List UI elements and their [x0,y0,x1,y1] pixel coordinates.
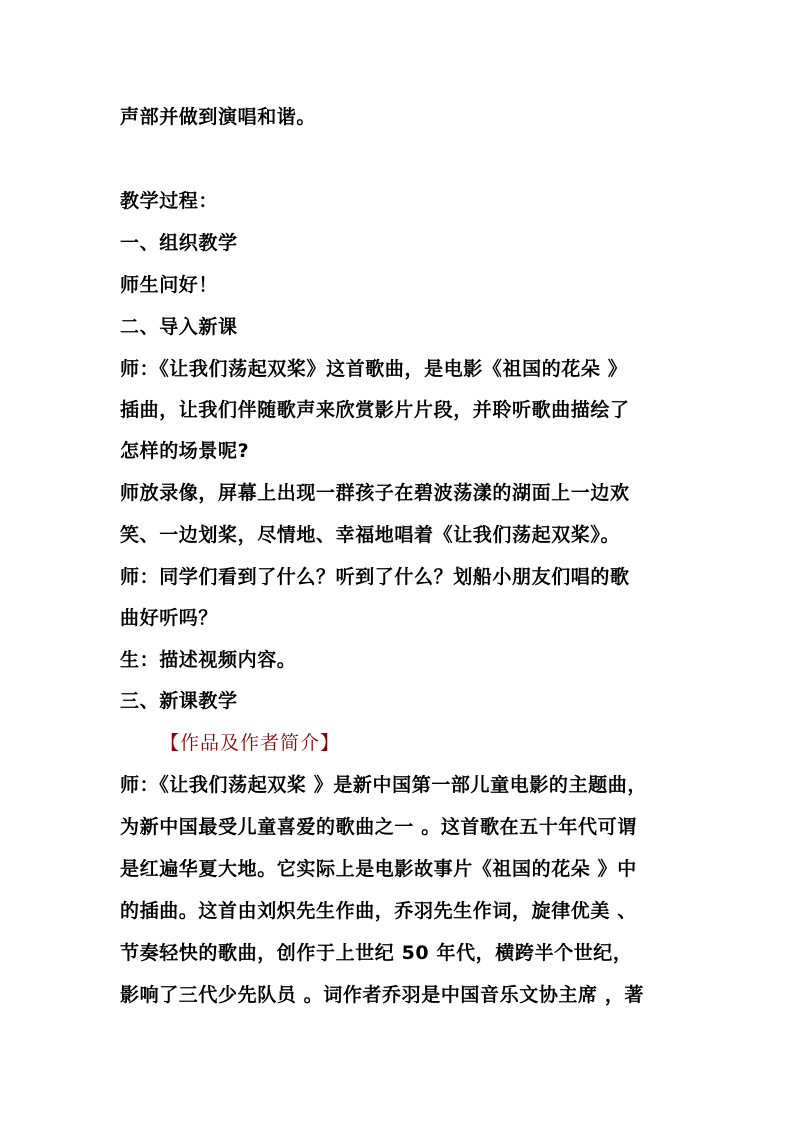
text-line: 怎样的场景呢? [120,440,250,462]
text-line: 的插曲。这首由刘炽先生作曲，乔羽先生作词，旋律优美 、 [120,900,637,922]
text-line: 师生问好！ [120,274,219,296]
text-line: 笑、一边划桨，尽情地、幸福地唱着《让我们荡起双桨》。 [120,524,621,546]
section-heading: 教学过程： [120,190,219,212]
section-heading: 一、组织教学 [120,232,238,254]
text-line: 师放录像，屏幕上出现一群孩子在碧波荡漾的湖面上一边欢 [120,482,630,504]
text-line: 师：《让我们荡起双桨》这首歌曲，是电影《祖国的花朵 》 [120,358,628,380]
text-line: 曲好听吗？ [120,607,219,629]
text-line: 影响了三代少先队员 。词作者乔羽是中国音乐文协主席 ，著 [120,984,645,1006]
text-line: 节奏轻快的歌曲，创作于上世纪 50 年代，横跨半个世纪， [120,942,633,964]
section-heading: 三、新课教学 [120,690,238,712]
text-line: 师：《让我们荡起双桨 》是新中国第一部儿童电影的主题曲， [120,774,647,796]
text-line: 是红遍华夏大地。它实际上是电影故事片《祖国的花朵 》中 [120,858,637,880]
subsection-heading: 【作品及作者简介】 [160,732,341,754]
text-line: 声部并做到演唱和谐。 [120,106,317,128]
section-heading: 二、导入新课 [120,316,238,338]
text-line: 插曲，让我们伴随歌声来欣赏影片片段，并聆听歌曲描绘了 [120,399,630,421]
text-line: 生：描述视频内容。 [120,649,297,671]
text-line: 为新中国最受儿童喜爱的歌曲之一 。这首歌在五十年代可谓 [120,816,637,838]
text-line: 师：同学们看到了什么？听到了什么？划船小朋友们唱的歌 [120,566,630,588]
